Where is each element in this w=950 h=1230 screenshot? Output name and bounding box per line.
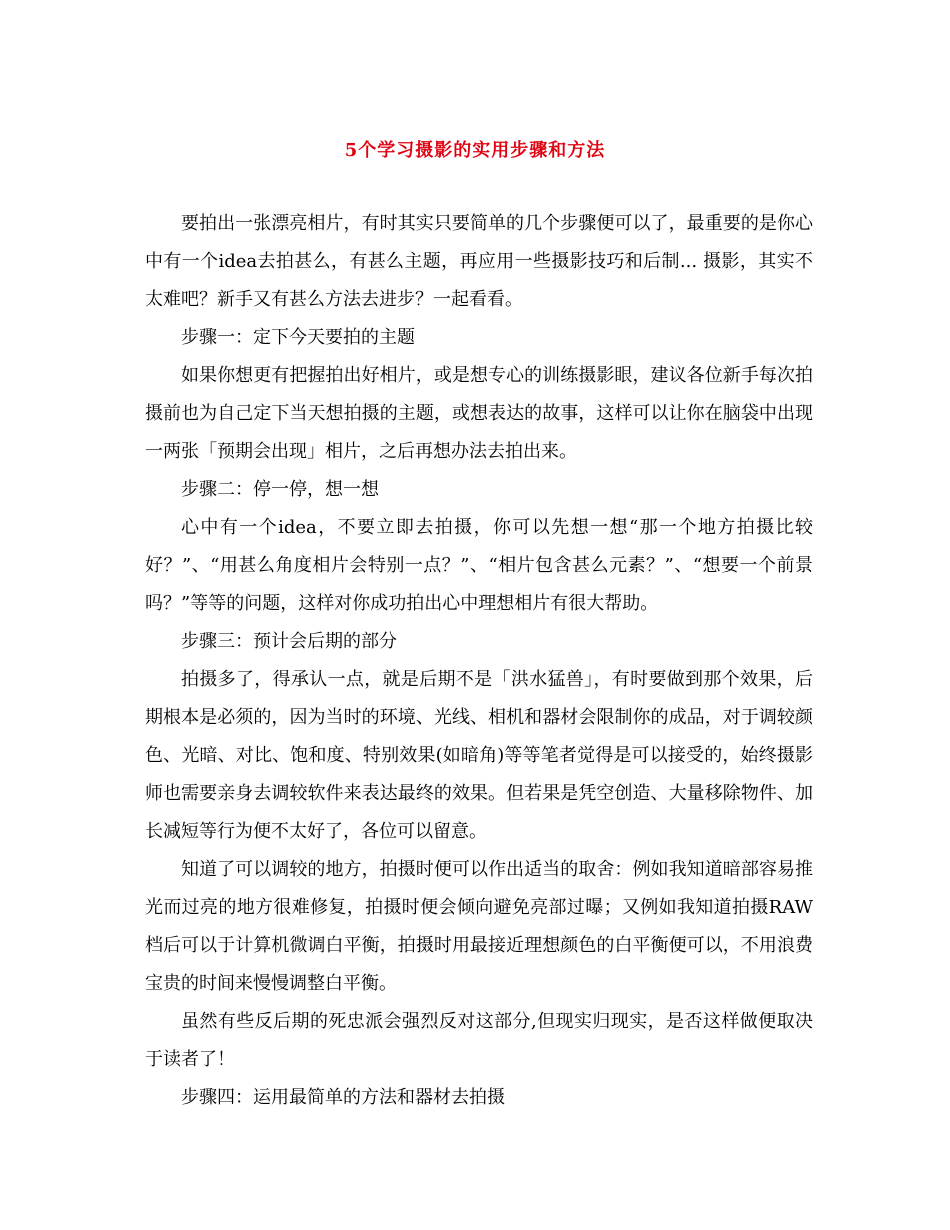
step-three-heading: 步骤三：预计会后期的部分 [181,631,397,652]
step-three-paragraph-2: 知道了可以调较的地方，拍摄时便可以作出适当的取舍：例如我知道暗部容易推光而过亮的地方很难修复，拍摄时便会倾向避免亮部过曝；又例如我知道拍摄RAW档后可以于计算机微调白平衡，拍摄时用最接近理想颜色的白平衡便可以，不用浪费宝贵的时间来慢慢调整白平衡。 [145,859,813,994]
step-four-heading: 步骤四：运用最简单的方法和器材去拍摄 [181,1087,505,1108]
step-one-paragraph: 如果你想更有把握拍出好相片，或是想专心的训练摄影眼，建议各位新手每次拍摄前也为自己定下当天想拍摄的主题，或想表达的故事，这样可以让你在脑袋中出现一两张「预期会出现」相片，之后再想办法去拍出来。 [145,365,813,462]
step-three-paragraph: 拍摄多了，得承认一点，就是后期不是「洪水猛兽」，有时要做到那个效果，后期根本是必须的，因为当时的环境、光线、相机和器材会限制你的成品，对于调较颜色、光暗、对比、饱和度、特别效果(如暗角)等等笔者觉得是可以接受的，始终摄影师也需要亲身去调较软件来表达最终的效果。但若果是凭空创造、大量移除物件、加长减短等行为便不太好了，各位可以留意。 [145,669,813,842]
document-body [145,205,813,1117]
step-two-paragraph: 心中有一个idea，不要立即去拍摄，你可以先想一想“那一个地方拍摄比较好？”、“用甚么角度相片会特别一点？”、“相片包含甚么元素？”、“想要一个前景吗？”等等的问题，这样对你成功拍出心中理想相片有很大帮助。 [145,517,813,614]
intro-paragraph: 要拍出一张漂亮相片，有时其实只要简单的几个步骤便可以了，最重要的是你心中有一个idea去拍甚么，有甚么主题，再应用一些摄影技巧和后制... 摄影，其实不太难吧？新手又有甚么方法去进步？一起看看。 [145,213,813,310]
step-three-paragraph-3: 虽然有些反后期的死忠派会强烈反对这部分,但现实归现实，是否这样做便取决于读者了！ [145,1011,813,1070]
step-two-heading: 步骤二：停一停，想一想 [181,479,379,500]
document-title: 5个学习摄影的实用步骤和方法 [344,140,606,161]
step-one-heading: 步骤一：定下今天要拍的主题 [181,327,415,348]
